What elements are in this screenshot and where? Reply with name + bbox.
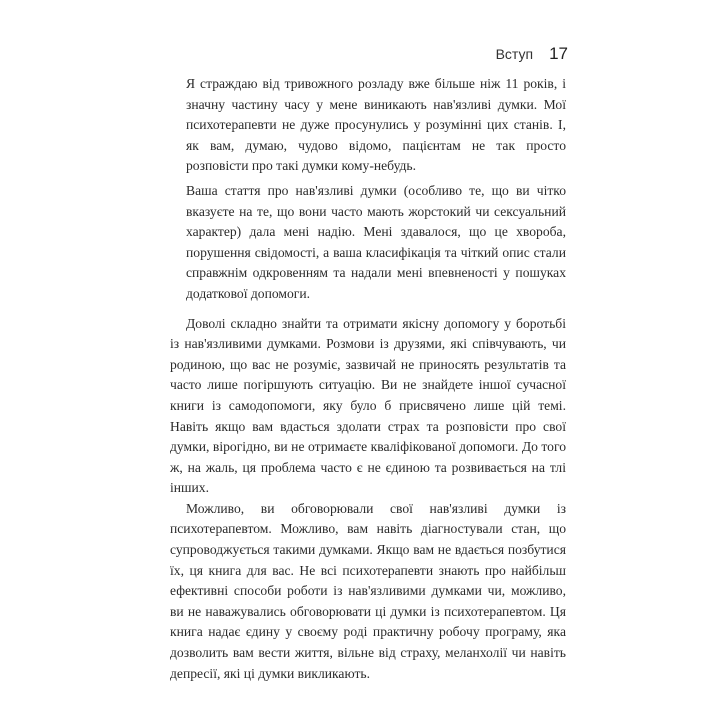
running-head <box>496 44 568 64</box>
body-text <box>170 74 566 684</box>
quote-paragraph: Ваша стаття про нав'язливі думки (особливо те, що ви чітко вказуєте на те, що вони часто мають жорстокий чи сексуальний характер) дала мені надію. Мені здавалося, що це хвороба, порушення свідомості, а ваша класифікація та чіткий опис стали справжнім одкровенням та надали мені впевненості у пошуках додаткової допомоги. <box>186 182 566 301</box>
section-title: Вступ <box>495 46 534 62</box>
page-number: 17 <box>549 44 568 63</box>
quote-paragraph: Я страждаю від тривожного розладу вже більше ніж 11 років, і значну частину часу у мене виникають нав'язливі думки. Мої психотерапевти не дуже просунулись у розумінні цих станів. І, як вам, думаю, чудово відомо, пацієнтам не так просто розповісти про такі думки кому-небудь. <box>186 76 566 174</box>
main-text <box>170 314 566 685</box>
reader-letter-quote <box>186 74 566 305</box>
paragraph: Можливо, ви обговорювали свої нав'язливі думки із психотерапевтом. Можливо, вам навіть діагностували стан, що супроводжується такими думками. Якщо вам не вдається позбутися їх, ця книга для вас. Не всі психотерапевти знають про найбільш ефективні способи роботи із нав'язливими думками чи, можливо, ви не наважувались обговорювати ці думки із психотерапевтом. Ця книга надає єдину у своєму роді практичну робочу програму, яка дозволить вам вести життя, вільне від страху, меланхолії чи навіть депресії, які ці думки викликають. <box>170 500 566 681</box>
paragraph: Доволі складно знайти та отримати якісну допомогу у боротьбі із нав'язливими думками. Розмови із друзями, які співчувають, чи родиною, що вас не розуміє, зазвичай не приносять результатів та часто лише погіршують ситуацію. Ви не знайдете іншої сучасної книги із самодопомоги, яку було б присвячено лише цій темі. Навіть якщо вам вдасться здолати страх та розповісти про свої думки, вірогідно, ви не отримаєте кваліфікованої допомоги. До того ж, на жаль, ця проблема часто є не єдиною та розвивається на тлі інших. <box>170 315 566 496</box>
